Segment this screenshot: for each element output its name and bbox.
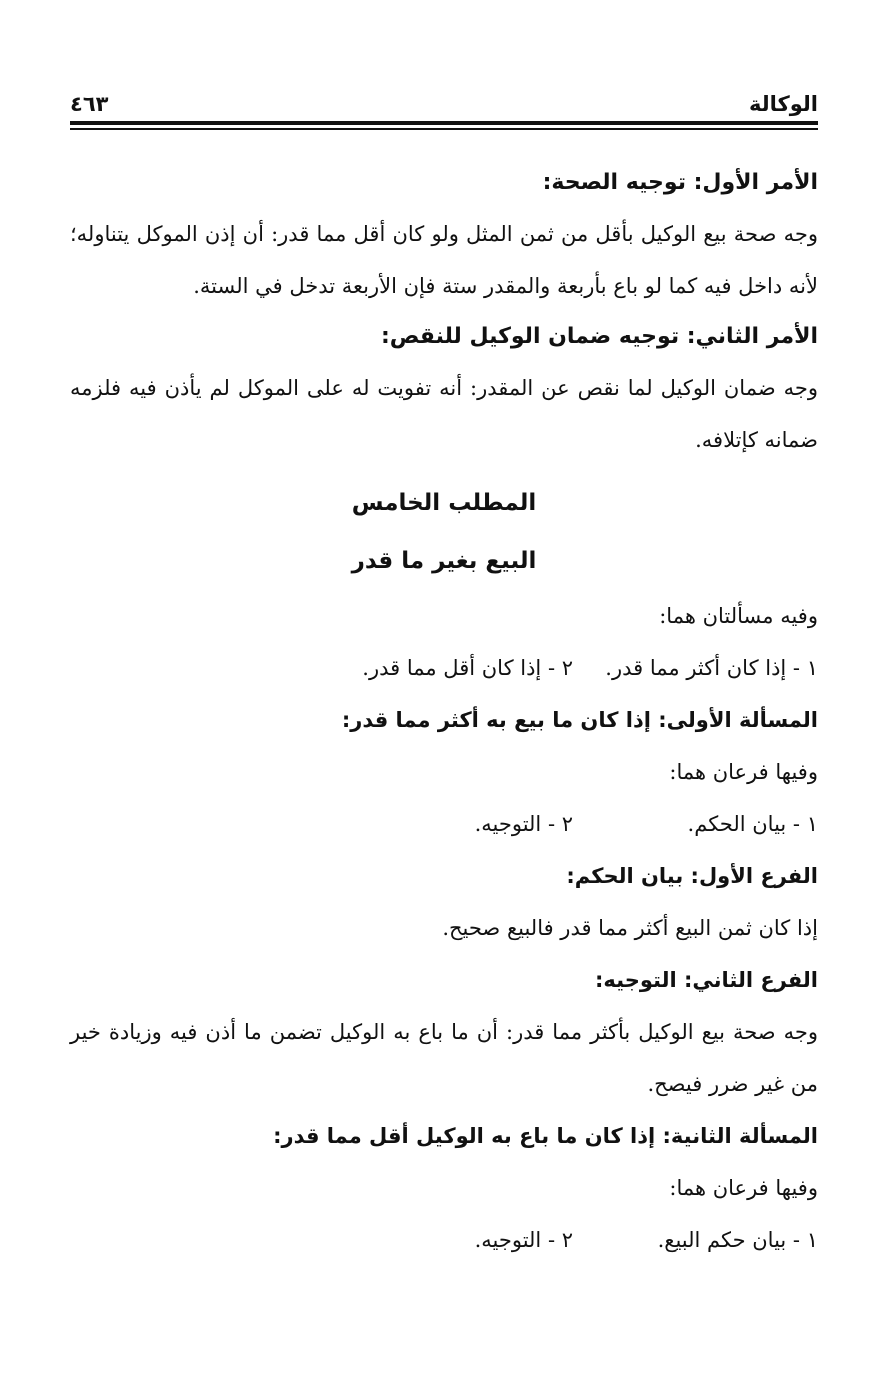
masala-2-list (70, 1214, 818, 1266)
far-2-heading: الفرع الثاني: التوجيه: (595, 968, 818, 992)
list-item: ٢ - إذا كان أقل مما قدر. (362, 656, 573, 680)
far-1-heading: الفرع الأول: بيان الحكم: (566, 864, 818, 888)
section-text-1: وجه صحة بيع الوكيل بأقل من ثمن المثل ولو كان أقل مما قدر: أن إذن الموكل يتناوله؛ لأنه داخل فيه كما لو باع بأربعة والمقدر ستة فإن الأربعة تدخل في الستة. (70, 222, 818, 298)
masala-1-intro: وفيها فرعان هما: (669, 760, 818, 784)
list-item: ١ - بيان الحكم. (687, 812, 818, 836)
matlab-intro: وفيه مسألتان هما: (659, 604, 818, 628)
far-1-text: إذا كان ثمن البيع أكثر مما قدر فالبيع صحيح. (442, 916, 818, 940)
section-heading-1: الأمر الأول: توجيه الصحة: (542, 170, 818, 195)
matlab-title: المطلب الخامس (351, 490, 537, 516)
masala-1-list (70, 798, 818, 850)
header-rule-thick (70, 121, 818, 125)
matlab-list (70, 642, 818, 694)
section-text-2: وجه ضمان الوكيل لما نقص عن المقدر: أنه تفويت له على الموكل لم يأذن فيه فلزمه ضمانه كإتلافه. (70, 376, 818, 452)
list-item: ٢ - التوجيه. (474, 1228, 573, 1252)
chapter-title: الوكالة (749, 92, 818, 116)
masala-2-heading: المسألة الثانية: إذا كان ما باع به الوكيل أقل مما قدر: (273, 1124, 818, 1148)
far-2-text: وجه صحة بيع الوكيل بأكثر مما قدر: أن ما باع به الوكيل تضمن ما أذن فيه وزيادة خير من غير ضرر فيصح. (70, 1020, 818, 1096)
masala-2-intro: وفيها فرعان هما: (669, 1176, 818, 1200)
running-header (70, 86, 818, 116)
page-body (70, 158, 818, 1266)
page-number: ٤٦٣ (70, 92, 109, 116)
list-item: ١ - بيان حكم البيع. (657, 1228, 818, 1252)
header-rule-thin (70, 128, 818, 130)
matlab-subtitle: البيع بغير ما قدر (351, 548, 537, 574)
list-item: ٢ - التوجيه. (474, 812, 573, 836)
list-item: ١ - إذا كان أكثر مما قدر. (605, 656, 818, 680)
section-heading-2: الأمر الثاني: توجيه ضمان الوكيل للنقص: (380, 324, 818, 349)
masala-1-heading: المسألة الأولى: إذا كان ما بيع به أكثر مما قدر: (341, 708, 818, 732)
